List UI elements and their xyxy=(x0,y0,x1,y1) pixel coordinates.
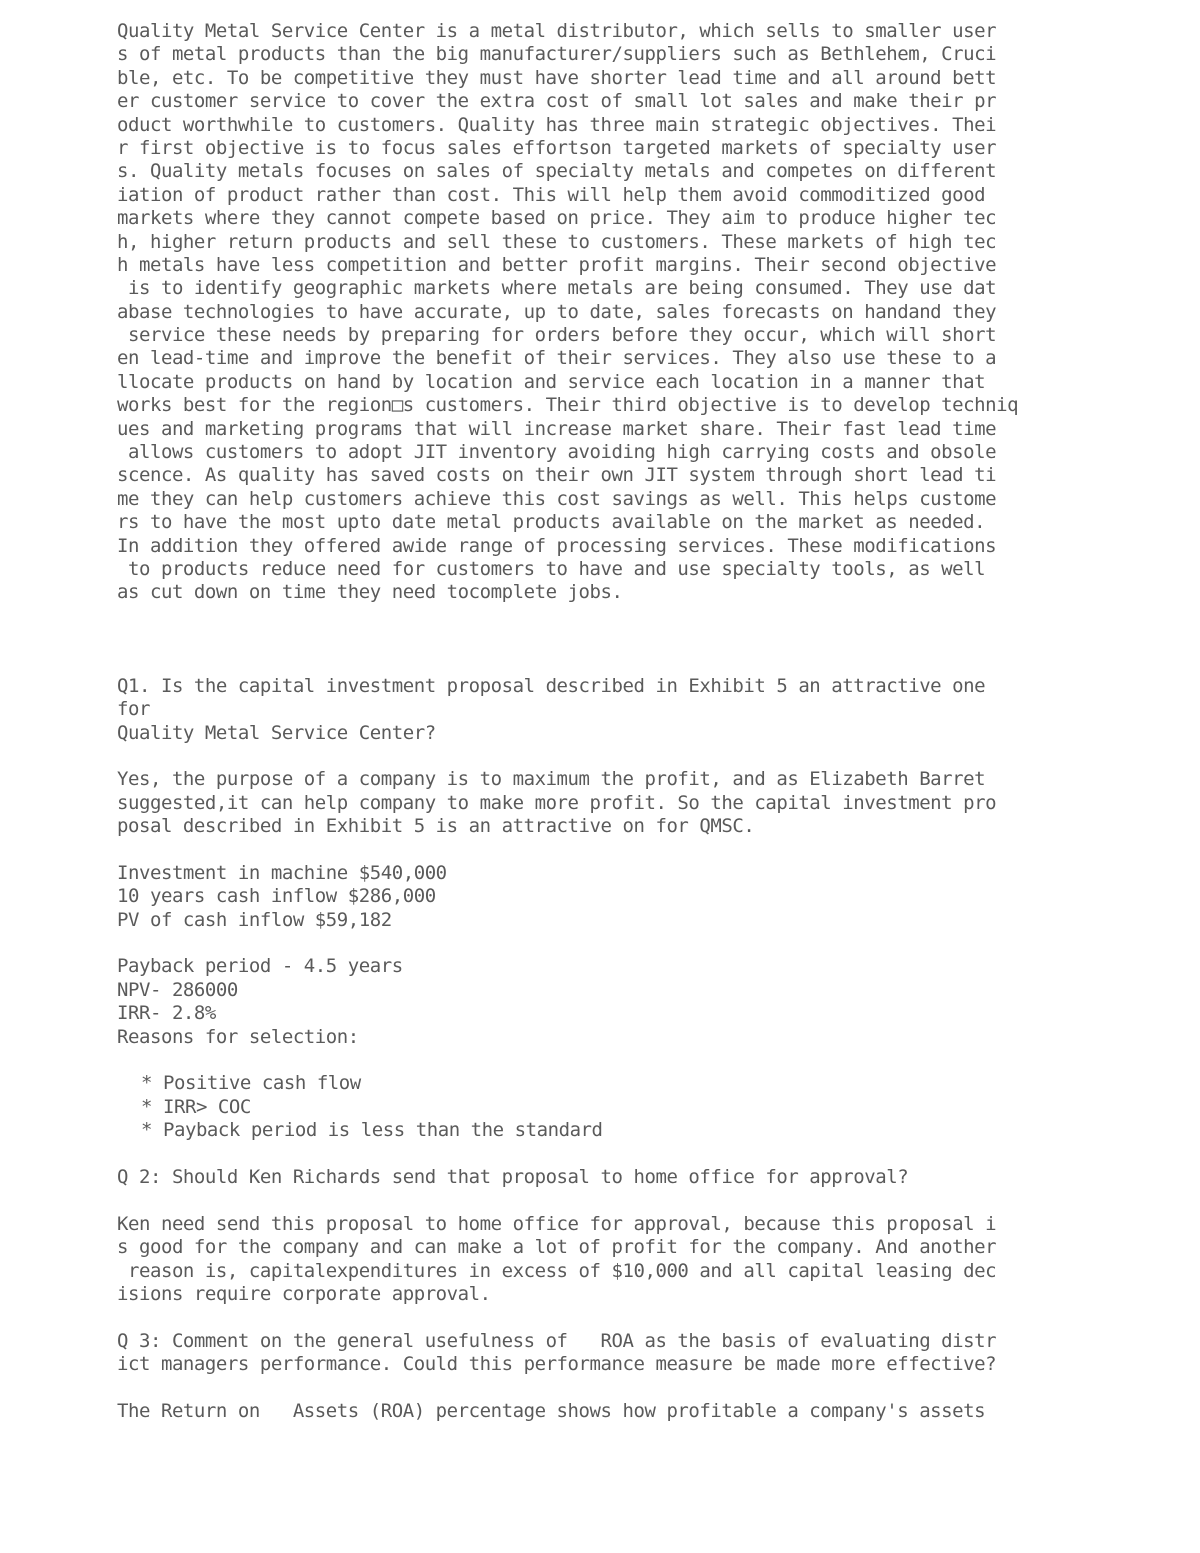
text-line: In addition they offered awide range of processing services. These modifications xyxy=(117,534,997,557)
question-line: Q 2: Should Ken Richards send that proposal to home office for approval? xyxy=(117,1165,909,1188)
text-line: llocate products on hand by location and service each location in a manner that xyxy=(117,370,986,393)
investment-metrics xyxy=(117,955,1067,1049)
text-line: as cut down on time they need tocomplete jobs. xyxy=(117,581,623,604)
figure-line: 10 years cash inflow $286,000 xyxy=(117,885,436,908)
text-line: s. Quality metals focuses on sales of specialty metals and competes on different xyxy=(117,160,997,183)
text-line: iation of product rather than cost. This will help them avoid commoditized good xyxy=(117,183,986,206)
text-line: h, higher return products and sell these to customers. These markets of high tec xyxy=(117,230,997,253)
text-line: is to identify geographic markets where metals are being consumed. They use dat xyxy=(117,277,997,300)
answer-line: reason is, capitalexpenditures in excess of $10,000 and all capital leasing dec xyxy=(117,1259,997,1282)
question-3 xyxy=(117,1330,1067,1377)
answer-line: isions require corporate approval. xyxy=(117,1282,491,1305)
answer-line: The Return on Assets (ROA) percentage shows how profitable a company's assets xyxy=(117,1399,986,1422)
text-line: h metals have less competition and better profit margins. Their second objective xyxy=(117,253,997,276)
text-line: er customer service to cover the extra cost of small lot sales and make their pr xyxy=(117,90,997,113)
text-line: scence. As quality has saved costs on their own JIT system through short lead ti xyxy=(117,464,997,487)
metric-line: Reasons for selection: xyxy=(117,1025,359,1048)
figure-line: Investment in machine $540,000 xyxy=(117,861,447,884)
question-1 xyxy=(117,675,1067,745)
answer-2 xyxy=(117,1213,1067,1307)
answer-3 xyxy=(117,1400,1067,1423)
answer-line: Yes, the purpose of a company is to maximum the profit, and as Elizabeth Barret xyxy=(117,768,986,791)
text-line: Quality Metal Service Center is a metal distributor, which sells to smaller user xyxy=(117,20,997,42)
document-page xyxy=(117,20,1067,1423)
metric-line: NPV- 286000 xyxy=(117,978,238,1001)
intro-paragraph xyxy=(117,20,1067,605)
text-line: en lead-time and improve the benefit of their services. They also use these to a xyxy=(117,347,997,370)
text-line: allows customers to adopt JIT inventory avoiding high carrying costs and obsole xyxy=(117,441,997,464)
text-line: oduct worthwhile to customers. Quality has three main strategic objectives. Thei xyxy=(117,113,997,136)
text-line: r first objective is to focus sales effortson targeted markets of specialty user xyxy=(117,136,997,159)
list-item: * Payback period is less than the standard xyxy=(141,1119,603,1142)
answer-line: suggested,it can help company to make more profit. So the capital investment pro xyxy=(117,791,997,814)
investment-figures xyxy=(117,862,1067,932)
text-line: abase technologies to have accurate, up to date, sales forecasts on handand they xyxy=(117,300,997,323)
metric-line: IRR- 2.8% xyxy=(117,1002,216,1025)
figure-line: PV of cash inflow $59,182 xyxy=(117,908,392,931)
text-line: s of metal products than the big manufacturer/suppliers such as Bethlehem, Cruci xyxy=(117,43,997,66)
answer-line: posal described in Exhibit 5 is an attractive on for QMSC. xyxy=(117,815,755,838)
metric-line: Payback period - 4.5 years xyxy=(117,955,403,978)
question-2 xyxy=(117,1166,1067,1189)
question-line: Quality Metal Service Center? xyxy=(117,721,436,744)
list-item: * Positive cash flow xyxy=(141,1072,361,1095)
answer-line: Ken need send this proposal to home office for approval, because this proposal i xyxy=(117,1212,997,1235)
answer-1 xyxy=(117,768,1067,838)
text-line: ble, etc. To be competitive they must have shorter lead time and all around bett xyxy=(117,66,997,89)
text-line: works best for the region□s customers. Their third objective is to develop techniq xyxy=(117,394,1019,417)
text-line: me they can help customers achieve this cost savings as well. This helps custome xyxy=(117,487,997,510)
question-line: for xyxy=(117,698,150,721)
text-line: ues and marketing programs that will increase market share. Their fast lead time xyxy=(117,417,997,440)
question-line: Q1. Is the capital investment proposal described in Exhibit 5 an attractive one xyxy=(117,674,986,697)
text-line: service these needs by preparing for orders before they occur, which will short xyxy=(117,324,997,347)
answer-line: s good for the company and can make a lot of profit for the company. And another xyxy=(117,1236,997,1259)
list-item: * IRR> COC xyxy=(141,1095,251,1118)
text-line: markets where they cannot compete based on price. They aim to produce higher tec xyxy=(117,207,997,230)
question-line: Q 3: Comment on the general usefulness of ROA as the basis of evaluating distr xyxy=(117,1329,997,1352)
text-line: rs to have the most upto date metal products available on the market as needed. xyxy=(117,511,986,534)
text-line: to products reduce need for customers to have and use specialty tools, as well xyxy=(117,557,986,580)
question-line: ict managers performance. Could this performance measure be made more effective? xyxy=(117,1353,997,1376)
reasons-list xyxy=(117,1072,1067,1142)
